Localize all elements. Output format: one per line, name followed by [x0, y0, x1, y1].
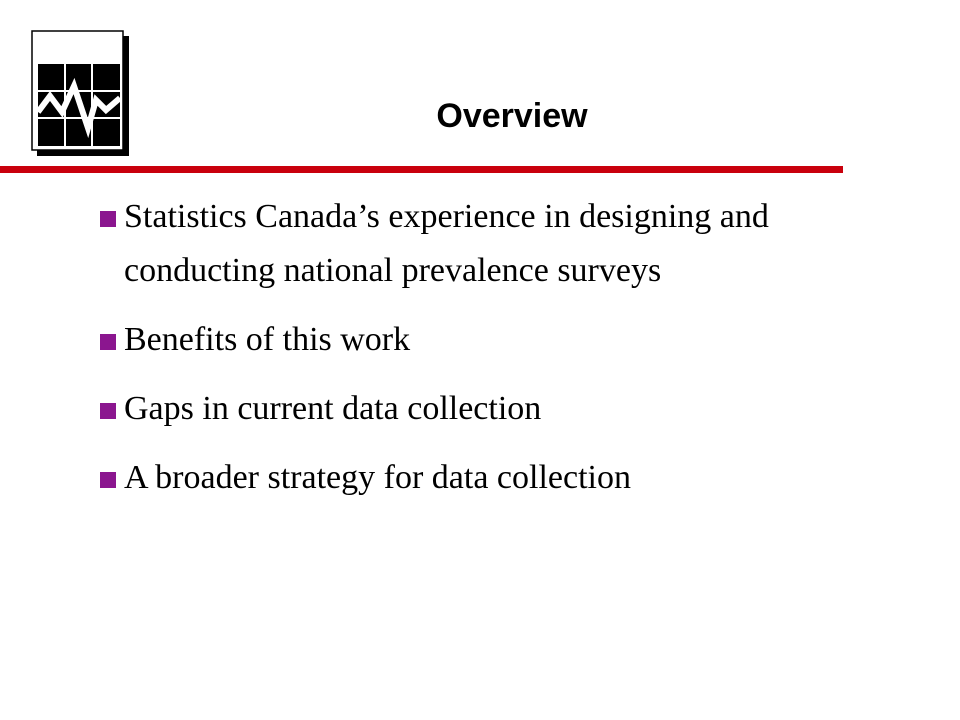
bullet-item: [100, 313, 920, 367]
bullet-list: [100, 190, 920, 520]
bullet-text: A broader strategy for data collection: [124, 459, 631, 496]
bullet-text: Gaps in current data collection: [124, 390, 542, 427]
bullet-item: [100, 190, 920, 298]
diamond-bullet-icon: [100, 211, 116, 227]
bullet-text: Statistics Canada’s experience in designing and conducting national prevalence surveys: [124, 198, 769, 289]
bullet-text: Benefits of this work: [124, 321, 411, 358]
diamond-bullet-icon: [100, 334, 116, 350]
slide-title: Overview: [436, 97, 588, 135]
title-divider-rule: [0, 166, 843, 173]
diamond-bullet-icon: [100, 472, 116, 488]
bullet-item: [100, 382, 920, 436]
diamond-bullet-icon: [100, 403, 116, 419]
bullet-item: [100, 451, 920, 505]
